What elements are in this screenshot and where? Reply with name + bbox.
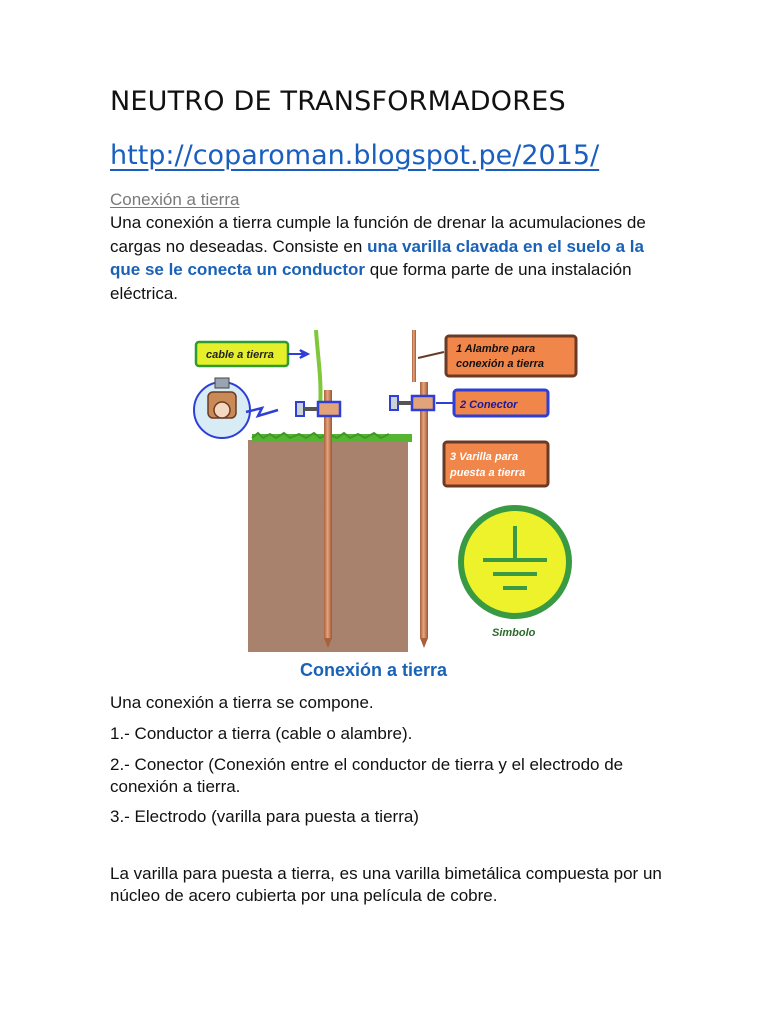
- paragraph-item-2: 2.- Conector (Conexión entre el conductor de tierra y el electrodo de conexión a tierra.: [110, 755, 624, 796]
- label-varilla-line1: 3 Varilla para: [450, 451, 519, 463]
- paragraph-composition: Una conexión a tierra se compone.: [110, 693, 374, 712]
- left-connector: [318, 402, 340, 416]
- intro-paragraph: [110, 211, 670, 305]
- label-alambre-line1: 1 Alambre para: [456, 343, 536, 355]
- blog-link[interactable]: http://coparoman.blogspot.pe/2015/: [110, 140, 600, 171]
- figure-caption: Conexión a tierra: [300, 660, 448, 680]
- right-wire: [412, 330, 416, 382]
- document-title: NEUTRO DE TRANSFORMADORES: [110, 86, 566, 117]
- left-rod: [324, 390, 332, 638]
- symbol-label: Simbolo: [492, 627, 536, 639]
- label-conector: 2 Conector: [460, 399, 518, 411]
- label-alambre-line2: conexión a tierra: [456, 358, 545, 370]
- right-rod: [420, 382, 428, 638]
- intro-text-end: que forma parte de una instalación eléctrica.: [110, 260, 632, 303]
- intro-text-start: Una conexión a tierra cumple la función de drenar la acumulaciones de cargas no deseadas. Consiste en: [110, 213, 646, 256]
- label-alambre-box: [446, 336, 576, 376]
- right-connector: [412, 396, 434, 410]
- cable-label: cable a tierra: [206, 349, 274, 361]
- ground-cable: [316, 330, 321, 410]
- label-varilla-box: [444, 442, 548, 486]
- paragraph-item-3: 3.- Electrodo (varilla para puesta a tierra): [110, 807, 419, 826]
- section-heading: Conexión a tierra: [110, 190, 240, 209]
- grounding-diagram: [180, 330, 600, 652]
- intro-highlight: una varilla clavada en el suelo a la que se le conecta un conductor: [110, 236, 644, 279]
- paragraph-item-1: 1.- Conductor a tierra (cable o alambre).: [110, 724, 413, 743]
- label-varilla-line2: puesta a tierra: [450, 467, 526, 479]
- paragraph-rod-description: La varilla para puesta a tierra, es una varilla bimetálica compuesta por un núcleo de acero cubierta por una película de cobre.: [110, 864, 662, 905]
